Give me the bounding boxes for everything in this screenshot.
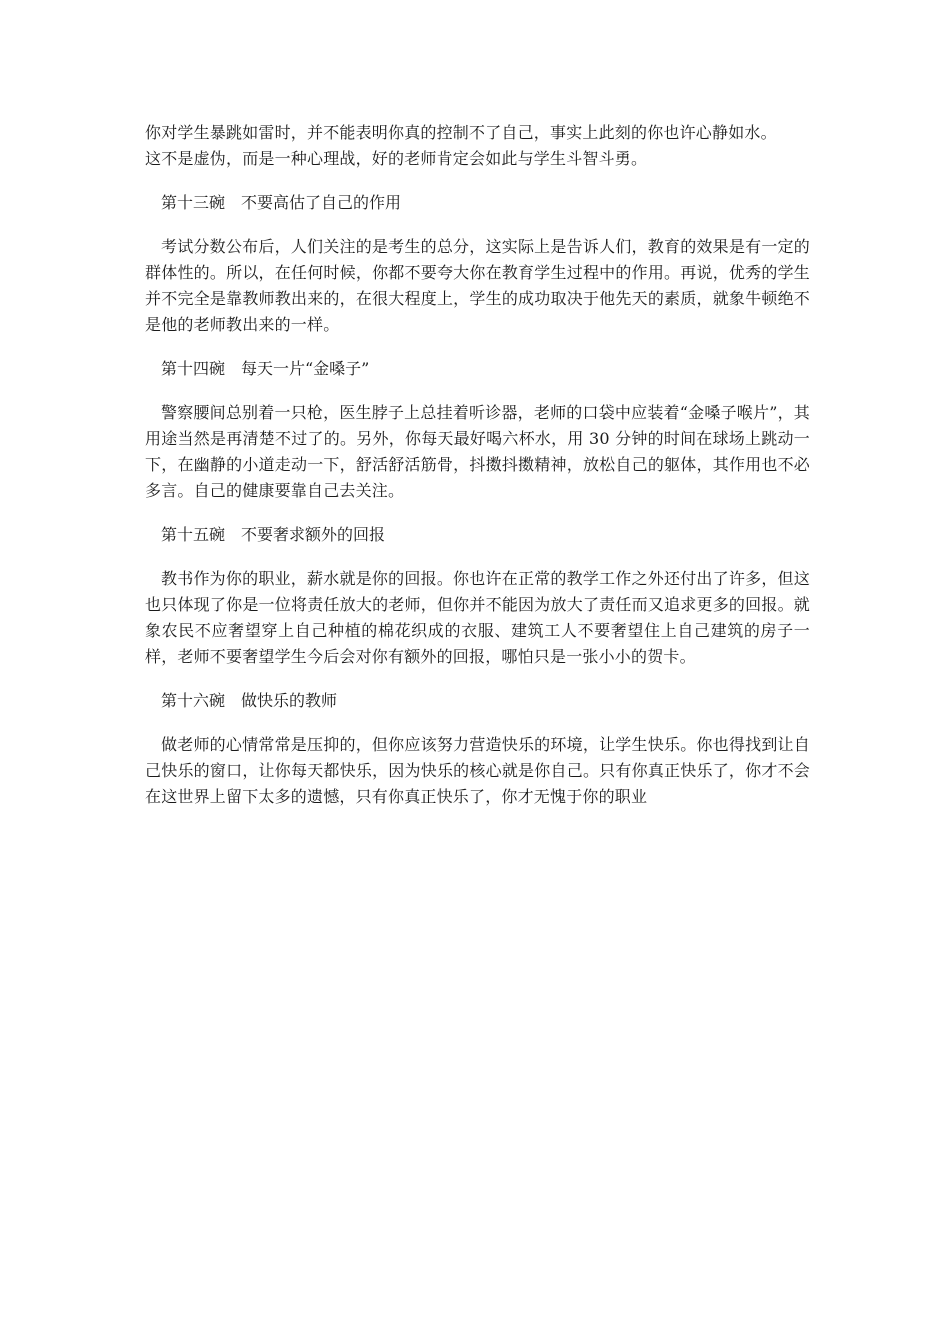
intro-line-2: 这不是虚伪，而是一种心理战，好的老师肯定会如此与学生斗智斗勇。 — [145, 149, 648, 168]
section-13-body: 考试分数公布后，人们关注的是考生的总分，这实际上是告诉人们，教育的效果是有一定的群体性的。所以，在任何时候，你都不要夸大你在教育学生过程中的作用。再说，优秀的学生并不完全是靠教师教出来的，在很大程度上，学生的成功取决于他先天的素质，就象牛顿绝不是他的老师教出来的一样。 — [145, 237, 810, 334]
intro-line-1: 你对学生暴跳如雷时，并不能表明你真的控制不了自己，事实上此刻的你也许心静如水。 — [145, 123, 777, 142]
section-15-heading: 第十五碗 不要奢求额外的回报 — [161, 525, 386, 544]
section-14-body: 警察腰间总别着一只枪，医生脖子上总挂着听诊器，老师的口袋中应装着“金嗓子喉片”，其用途当然是再清楚不过了的。另外，你每天最好喝六杯水，用 30 分钟的时间在球场上跳动一下，在幽静的小道走动一下，舒活舒活筋骨，抖擞抖擞精神，放松自己的躯体，其作用也不必多言。自己的健康要靠自己去关注。 — [145, 403, 810, 500]
document-body — [145, 120, 810, 810]
section-16-body: 做老师的心情常常是压抑的，但你应该努力营造快乐的环境，让学生快乐。你也得找到让自己快乐的窗口，让你每天都快乐，因为快乐的核心就是你自己。只有你真正快乐了，你才不会在这世界上留下太多的遗憾，只有你真正快乐了，你才无愧于你的职业 — [145, 735, 810, 806]
section-16-heading: 第十六碗 做快乐的教师 — [161, 691, 338, 710]
section-15-body: 教书作为你的职业，薪水就是你的回报。你也许在正常的教学工作之外还付出了许多，但这也只体现了你是一位将责任放大的老师，但你并不能因为放大了责任而又追求更多的回报。就象农民不应奢望穿上自己种植的棉花织成的衣服、建筑工人不要奢望住上自己建筑的房子一样，老师不要奢望学生今后会对你有额外的回报，哪怕只是一张小小的贺卡。 — [145, 569, 810, 666]
section-13-heading: 第十三碗 不要高估了自己的作用 — [161, 193, 402, 212]
section-14-heading: 第十四碗 每天一片“金嗓子” — [161, 359, 370, 378]
